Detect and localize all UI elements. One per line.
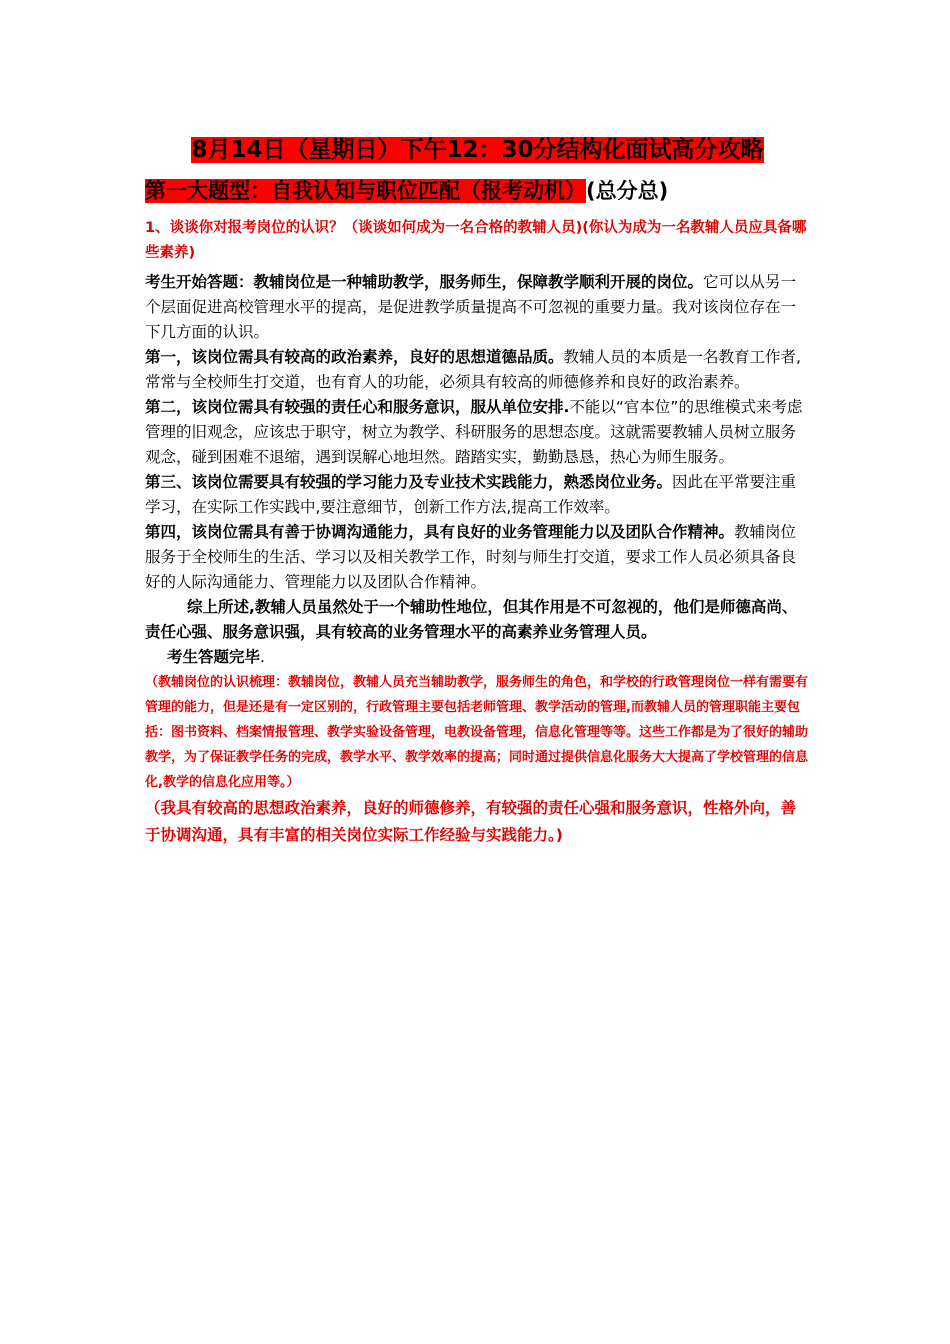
- question-text: 1、谈谈你对报考岗位的认识？（谈谈如何成为一名合格的教辅人员)(你认为成为一名教辅人员应具备哪些素养): [145, 220, 807, 261]
- point-bold: 第二，该岗位需具有较强的责任心和服务意识，服从单位安排.: [145, 398, 570, 416]
- title-highlight: 8月14日（星期日）下午12：30分结构化面试高分攻略: [191, 137, 764, 163]
- point-bold: 第三、该岗位需要具有较强的学习能力及专业技术实践能力，熟悉岗位业务。: [145, 473, 673, 491]
- point-paragraph-1: [145, 345, 810, 395]
- section-heading-suffix: (总分总): [586, 179, 669, 203]
- point-bold: 第一，该岗位需具有较高的政治素养，良好的思想道德品质。: [145, 348, 564, 366]
- point-normal: 教辅人员的本质是一名教育工作者,常常与全校师生打交道，也有育人的功能，必须具有较高的师德修养和良好的政治素养。: [145, 348, 801, 391]
- document-title: [145, 128, 810, 172]
- point-paragraph-4: [145, 520, 810, 595]
- answer-end-suffix: .: [260, 648, 265, 666]
- point-normal: 因此在平常要注重学习，在实际工作实践中,要注意细节，创新工作方法,提高工作效率。: [145, 473, 797, 516]
- document-body: [145, 128, 810, 849]
- note-large-paragraph: （我具有较高的思想政治素养，良好的师德修养，有较强的责任心强和服务意识，性格外向，善于协调沟通，具有丰富的相关岗位实际工作经验与实践能力。): [145, 799, 797, 844]
- section-heading: [145, 172, 810, 210]
- summary-paragraph: 综上所述,教辅人员虽然处于一个辅助性地位，但其作用是不可忽视的，他们是师德高尚、责任心强、服务意识强，具有较高的业务管理水平的高素养业务管理人员。: [145, 598, 798, 641]
- intro-normal: 它可以从另一个层面促进高校管理水平的提高，是促进教学质量提高不可忽视的重要力量。我对该岗位存在一下几方面的认识。: [145, 273, 797, 341]
- point-bold: 第四，该岗位需具有善于协调沟通能力，具有良好的业务管理能力以及团队合作精神。: [145, 523, 735, 541]
- point-paragraph-3: [145, 470, 810, 520]
- point-paragraph-2: [145, 395, 810, 470]
- note-small-paragraph: （教辅岗位的认识梳理：教辅岗位，教辅人员充当辅助教学，服务师生的角色，和学校的行政管理岗位一样有需要有管理的能力，但是还是有一定区别的，行政管理主要包括老师管理、教学活动的管理,而教辅人员的管理职能主要包括：图书资料、档案情报管理、教学实验设备管理，电教设备管理，信息化管理等等。这些工作都是为了很好的辅助教学，为了保证教学任务的完成，教学水平、教学效率的提高；同时通过提供信息化服务大大提高了学校管理的信息化,教学的信息化应用等。）: [145, 675, 809, 790]
- intro-bold: 考生开始答题：教辅岗位是一种辅助教学，服务师生，保障教学顺利开展的岗位。: [145, 273, 704, 291]
- section-heading-highlight: 第一大题型：自我认知与职位匹配（报考动机）: [145, 179, 586, 203]
- answer-end-bold: 考生答题完毕: [167, 648, 261, 666]
- intro-paragraph: [145, 270, 810, 345]
- point-normal: 教辅岗位服务于全校师生的生活、学习以及相关教学工作，时刻与师生打交道，要求工作人员必须具备良好的人际沟通能力、管理能力以及团队合作精神。: [145, 523, 797, 591]
- answer-end: [145, 645, 810, 670]
- point-normal: 不能以“官本位”的思维模式来考虑管理的旧观念，应该忠于职守，树立为教学、科研服务的思想态度。这就需要教辅人员树立服务观念，碰到困难不退缩，遇到误解心地坦然。踏踏实实，勤勤恳恳，热心为师生服务。: [145, 398, 803, 466]
